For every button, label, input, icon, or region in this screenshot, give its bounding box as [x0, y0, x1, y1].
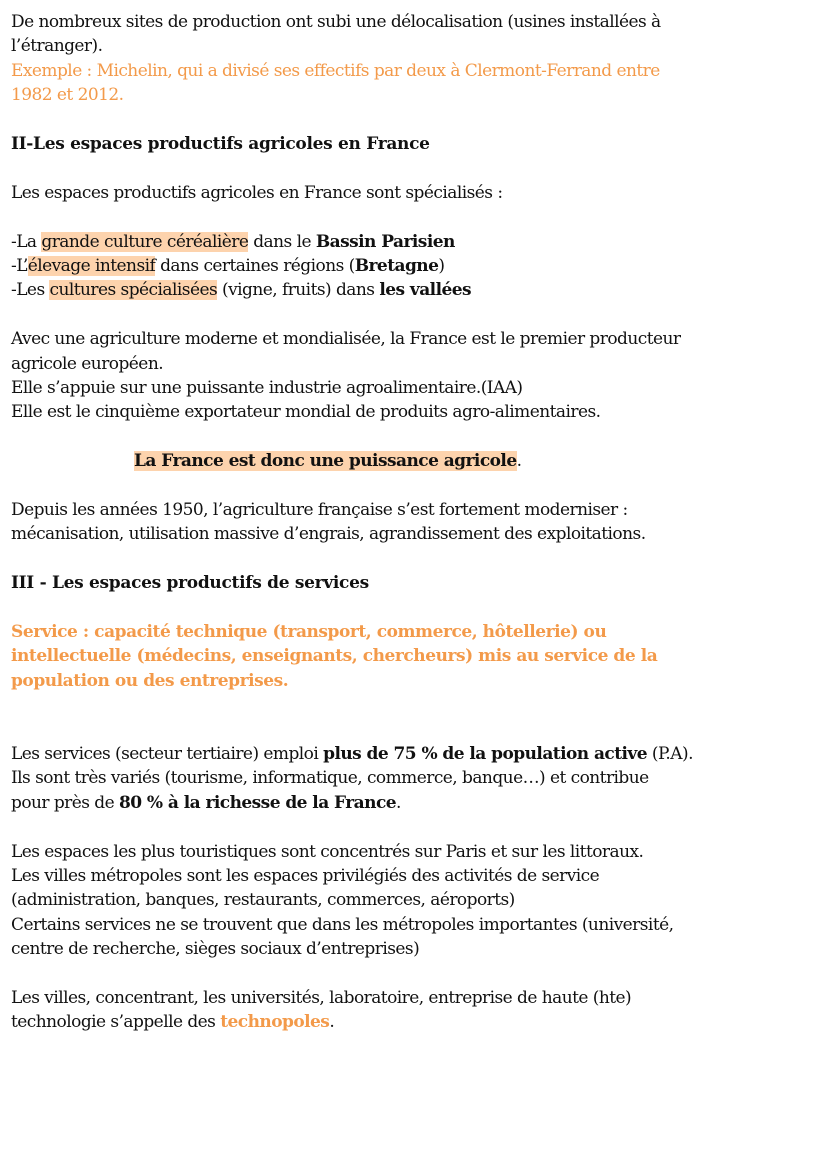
- list-item-text: dans certaines régions (: [155, 256, 355, 277]
- definition-line: Service : capacité technique (transport, commerce, hôtellerie) ou: [11, 622, 607, 643]
- list-item-suffix: ): [438, 256, 445, 277]
- paragraph-line: Les espaces les plus touristiques sont concentrés sur Paris et sur les littoraux.: [11, 841, 644, 862]
- paragraph-line: Elle s’appuie sur une puissante industrie agroalimentaire.(IAA): [11, 378, 523, 399]
- stats-text: .: [396, 792, 401, 813]
- stats-text: Les services (secteur tertiaire) emploi: [11, 744, 324, 765]
- paragraph-line: (administration, banques, restaurants, commerces, aéroports): [11, 890, 515, 911]
- stats-line: [11, 791, 823, 815]
- paragraph-line: Certains services ne se trouvent que dans les métropoles importantes (université,: [11, 914, 674, 935]
- bold-term: les vallées: [379, 280, 472, 301]
- example-text-line: Exemple : Michelin, qui a divisé ses effectifs par deux à Clermont-Ferrand entre: [11, 60, 660, 81]
- bold-statistic: 80 % à la richesse de la France: [119, 792, 397, 813]
- paragraph-line: mécanisation, utilisation massive d’engrais, agrandissement des exploitations.: [11, 524, 646, 545]
- specialization-list: [11, 230, 823, 303]
- stats-text: (P.A).: [647, 744, 693, 765]
- paragraph-line: centre de recherche, sièges sociaux d’entreprises): [11, 939, 420, 960]
- conclusion-period: .: [516, 451, 522, 472]
- paragraph-line: Elle est le cinquième exportateur mondial de produits agro-alimentaires.: [11, 402, 601, 423]
- paragraph-line: Avec une agriculture moderne et mondialisée, la France est le premier producteur: [11, 329, 681, 350]
- section-2-title: II-Les espaces productifs agricoles en France: [11, 134, 430, 155]
- paragraph-line: Les villes métropoles sont les espaces privilégiés des activités de service: [11, 866, 600, 887]
- list-item-text: dans le: [248, 231, 316, 252]
- stats-line: Ils sont très variés (tourisme, informatique, commerce, banque…) et contribue: [11, 768, 649, 789]
- technopoles-term: technopoles: [220, 1012, 330, 1033]
- example-text-line: 1982 et 2012.: [11, 85, 124, 106]
- paragraph-line: [11, 1010, 823, 1034]
- paragraph-text: technologie s’appelle des: [11, 1012, 221, 1033]
- stats-line: [11, 742, 823, 766]
- highlighted-term: cultures spécialisées: [49, 280, 218, 301]
- highlighted-term: élevage intensif: [27, 256, 156, 277]
- stats-text: pour près de: [11, 792, 119, 813]
- conclusion-line: [11, 449, 823, 473]
- definition-line: intellectuelle (médecins, enseignants, chercheurs) mis au service de la: [11, 646, 658, 667]
- list-item-text: (vigne, fruits) dans: [217, 280, 380, 301]
- section-2-lead: Les espaces productifs agricoles en France sont spécialisés :: [11, 182, 503, 203]
- paragraph-line: Les villes, concentrant, les universités, laboratoire, entreprise de haute (hte): [11, 988, 632, 1009]
- bold-statistic: plus de 75 % de la population active: [323, 744, 648, 765]
- paragraph-line: Depuis les années 1950, l’agriculture française s’est fortement moderniser :: [11, 500, 628, 521]
- paragraph-text: .: [329, 1012, 335, 1033]
- list-item-prefix: -La: [11, 231, 42, 252]
- intro-text-line: l’étranger).: [11, 36, 103, 57]
- list-item: [11, 254, 823, 278]
- highlighted-term: grande culture céréalière: [41, 231, 249, 252]
- bold-term: Bassin Parisien: [315, 231, 455, 252]
- list-item-prefix: -L’: [11, 256, 28, 277]
- paragraph-line: agricole européen.: [11, 353, 164, 374]
- bold-term: Bretagne: [354, 256, 439, 277]
- section-3-title: III - Les espaces productifs de services: [11, 573, 369, 594]
- list-item-prefix: -Les: [11, 280, 50, 301]
- definition-line: population ou des entreprises.: [11, 670, 289, 691]
- list-item: [11, 278, 823, 302]
- document-page: [11, 10, 823, 1035]
- intro-text-line: De nombreux sites de production ont subi une délocalisation (usines installées à: [11, 12, 661, 32]
- conclusion-highlight: La France est donc une puissance agricole: [134, 451, 517, 472]
- list-item: [11, 230, 823, 254]
